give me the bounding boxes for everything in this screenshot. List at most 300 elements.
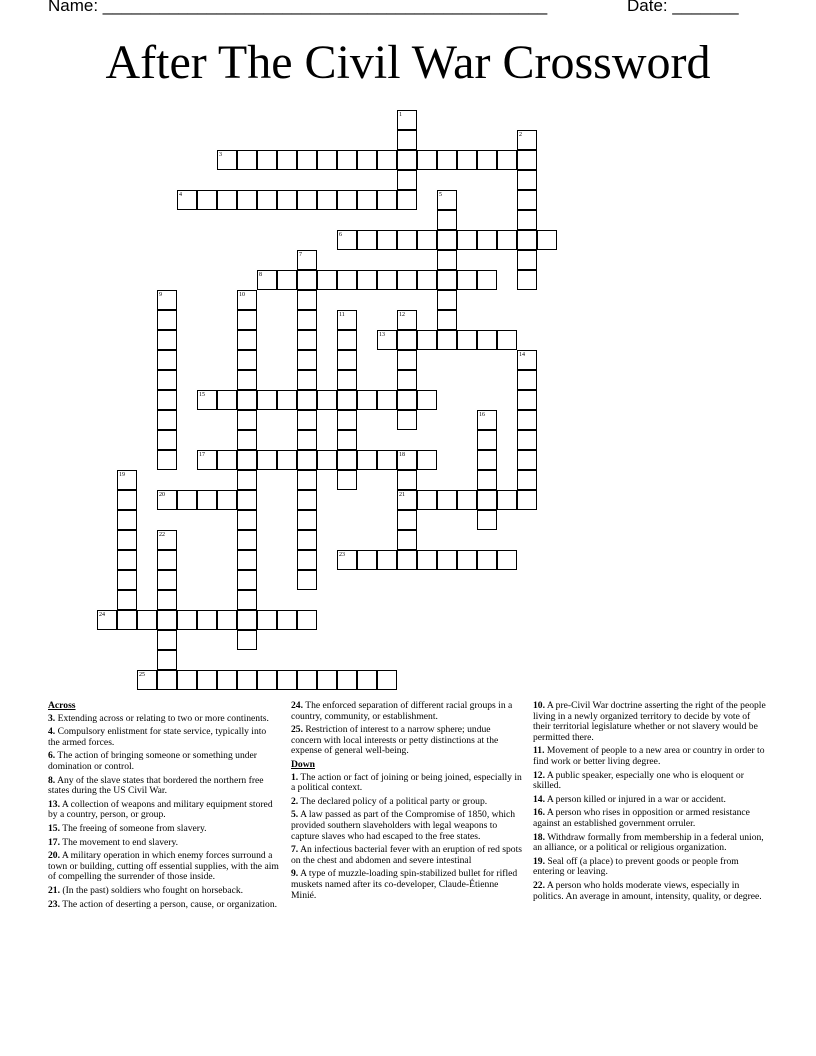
- clues-column-2: [291, 701, 523, 904]
- grid-cell[interactable]: [337, 390, 357, 410]
- grid-cell[interactable]: [377, 390, 397, 410]
- clue-number: 8: [259, 272, 262, 278]
- grid-cell[interactable]: [257, 610, 277, 630]
- clue-item-text: (In the past) soldiers who fought on horseback.: [60, 884, 244, 896]
- grid-cell[interactable]: [157, 410, 177, 430]
- grid-cell[interactable]: [237, 550, 257, 570]
- grid-cell[interactable]: [157, 670, 177, 690]
- grid-cell[interactable]: [297, 190, 317, 210]
- clue-item-text: The freeing of someone from slavery.: [60, 822, 207, 834]
- grid-cell[interactable]: [417, 270, 437, 290]
- clue-item: [48, 727, 280, 748]
- clue-item: [48, 886, 280, 897]
- clue-item-text: A public speaker, especially one who is eloquent or skilled.: [533, 769, 744, 792]
- clue-number: 25: [139, 672, 145, 678]
- grid-cell[interactable]: [357, 550, 377, 570]
- grid-cell[interactable]: [237, 490, 257, 510]
- grid-cell[interactable]: [157, 610, 177, 630]
- grid-cell[interactable]: [197, 190, 217, 210]
- clue-number: 9: [159, 292, 162, 298]
- grid-cell[interactable]: [277, 150, 297, 170]
- grid-cell[interactable]: [297, 490, 317, 510]
- grid-cell[interactable]: [277, 610, 297, 630]
- grid-cell[interactable]: [157, 570, 177, 590]
- clue-item-text: The enforced separation of different racial groups in a country, community, or establishment.: [291, 700, 513, 722]
- grid-cell[interactable]: [477, 470, 497, 490]
- grid-cell[interactable]: [357, 390, 377, 410]
- grid-cell[interactable]: [237, 470, 257, 490]
- clue-item-number: 19.: [533, 855, 545, 867]
- clue-item: [533, 881, 767, 902]
- clues-column-3: [533, 701, 767, 905]
- grid-cell[interactable]: [197, 490, 217, 510]
- grid-cell[interactable]: [517, 150, 537, 170]
- clue-item-text: Compulsory enlistment for state service, typically into the armed forces.: [48, 726, 267, 748]
- grid-cell[interactable]: [317, 390, 337, 410]
- grid-cell[interactable]: [217, 490, 237, 510]
- clue-number: 14: [519, 352, 525, 358]
- grid-cell[interactable]: [237, 190, 257, 210]
- grid-cell[interactable]: [277, 190, 297, 210]
- grid-cell[interactable]: [277, 270, 297, 290]
- clue-item-number: 14.: [533, 793, 545, 805]
- grid-cell[interactable]: [177, 610, 197, 630]
- clue-number: 15: [199, 392, 205, 398]
- clue-item-number: 20.: [48, 850, 60, 862]
- grid-cell[interactable]: [397, 370, 417, 390]
- grid-cell[interactable]: [417, 490, 437, 510]
- name-field-label[interactable]: Name: _______________________________________________: [48, 0, 548, 15]
- grid-cell[interactable]: [117, 610, 137, 630]
- grid-cell[interactable]: [237, 150, 257, 170]
- grid-cell[interactable]: [157, 590, 177, 610]
- clue-item-number: 5.: [291, 809, 299, 821]
- clue-item: [291, 869, 523, 901]
- clue-item: [291, 845, 523, 866]
- grid-cell[interactable]: [397, 550, 417, 570]
- grid-cell[interactable]: [297, 290, 317, 310]
- grid-cell[interactable]: [117, 550, 137, 570]
- down-heading: Down: [291, 758, 315, 770]
- grid-cell[interactable]: [337, 430, 357, 450]
- grid-cell[interactable]: [297, 510, 317, 530]
- grid-cell[interactable]: [157, 370, 177, 390]
- grid-cell[interactable]: [397, 510, 417, 530]
- grid-cell[interactable]: [457, 330, 477, 350]
- clue-number: 11: [339, 312, 345, 318]
- grid-cell[interactable]: [157, 630, 177, 650]
- clue-item-number: 15.: [48, 822, 60, 834]
- grid-cell[interactable]: [517, 370, 537, 390]
- grid-cell[interactable]: [317, 150, 337, 170]
- clue-item-text: Movement of people to a new area or country in order to find work or better living degree.: [533, 745, 765, 767]
- clue-item: [533, 771, 767, 792]
- grid-cell[interactable]: [477, 430, 497, 450]
- grid-cell[interactable]: [237, 370, 257, 390]
- grid-cell[interactable]: [517, 270, 537, 290]
- clue-item-number: 2.: [291, 795, 299, 807]
- clue-number: 3: [219, 152, 222, 158]
- grid-cell[interactable]: [357, 270, 377, 290]
- grid-cell[interactable]: [297, 530, 317, 550]
- grid-cell[interactable]: [237, 330, 257, 350]
- clue-item-number: 21.: [48, 884, 60, 896]
- grid-cell[interactable]: [417, 550, 437, 570]
- grid-cell[interactable]: [317, 450, 337, 470]
- clue-item-text: The action or fact of joining or being joined, especially in a political context.: [291, 771, 522, 794]
- grid-cell[interactable]: [177, 670, 197, 690]
- clue-number: 23: [339, 552, 345, 558]
- clue-number: 22: [159, 532, 165, 538]
- clue-item-text: Any of the slave states that bordered the northern free states during the US Civil War.: [48, 774, 264, 797]
- clue-item-text: The movement to end slavery.: [60, 836, 179, 848]
- clue-number: 1: [399, 112, 402, 118]
- grid-cell[interactable]: [437, 310, 457, 330]
- clue-item-number: 17.: [48, 836, 60, 848]
- clue-item-number: 1.: [291, 771, 299, 783]
- grid-cell[interactable]: [397, 130, 417, 150]
- clue-item: [48, 851, 280, 883]
- grid-cell[interactable]: [477, 330, 497, 350]
- clue-item-number: 18.: [533, 831, 545, 843]
- grid-cell[interactable]: [277, 670, 297, 690]
- grid-cell[interactable]: [257, 190, 277, 210]
- grid-cell[interactable]: [417, 390, 437, 410]
- clue-item-number: 9.: [291, 868, 299, 880]
- grid-cell[interactable]: [277, 450, 297, 470]
- clue-item-text: A military operation in which enemy forces surround a town or building, cutting off essential supplies, with the aim of compelling the surrender of those inside.: [48, 850, 279, 883]
- grid-cell[interactable]: [237, 670, 257, 690]
- grid-cell[interactable]: [317, 670, 337, 690]
- clue-item: [48, 776, 280, 797]
- clue-item-text: A type of muzzle-loading spin-stabilized bullet for rifled muskets named after its co-developer, Claude-Étienne Minié.: [291, 868, 518, 901]
- clue-item: [533, 833, 767, 854]
- grid-cell[interactable]: [337, 190, 357, 210]
- clue-number: 13: [379, 332, 385, 338]
- grid-cell[interactable]: [237, 570, 257, 590]
- clue-item: [533, 857, 767, 878]
- clue-item-text: Withdraw formally from membership in a federal union, an alliance, or a political or religious organization.: [533, 831, 764, 854]
- grid-cell[interactable]: [417, 450, 437, 470]
- grid-cell[interactable]: [517, 190, 537, 210]
- grid-cell[interactable]: [297, 610, 317, 630]
- grid-cell[interactable]: [337, 410, 357, 430]
- clue-item: [291, 701, 523, 722]
- clue-item-number: 7.: [291, 844, 299, 856]
- grid-cell[interactable]: [477, 510, 497, 530]
- grid-cell[interactable]: [357, 230, 377, 250]
- grid-cell[interactable]: [457, 490, 477, 510]
- clue-number: 24: [99, 612, 105, 618]
- grid-cell[interactable]: [237, 430, 257, 450]
- grid-cell[interactable]: [337, 330, 357, 350]
- grid-cell[interactable]: [377, 230, 397, 250]
- grid-cell[interactable]: [377, 190, 397, 210]
- clue-item: [48, 714, 280, 725]
- grid-cell[interactable]: [397, 530, 417, 550]
- grid-cell[interactable]: [257, 390, 277, 410]
- clue-item-number: 4.: [48, 726, 56, 738]
- clue-item-text: The action of deserting a person, cause, or organization.: [60, 898, 278, 910]
- grid-cell[interactable]: [437, 490, 457, 510]
- grid-cell[interactable]: [357, 450, 377, 470]
- clue-number: 2: [519, 132, 522, 138]
- grid-cell[interactable]: [437, 270, 457, 290]
- clue-number: 18: [399, 452, 405, 458]
- grid-cell[interactable]: [477, 230, 497, 250]
- grid-cell[interactable]: [257, 450, 277, 470]
- clue-item-number: 10.: [533, 700, 545, 711]
- grid-cell[interactable]: [217, 610, 237, 630]
- grid-cell[interactable]: [337, 270, 357, 290]
- clue-item: [291, 725, 523, 757]
- clue-item: [48, 800, 280, 821]
- grid-cell[interactable]: [237, 630, 257, 650]
- grid-cell[interactable]: [217, 190, 237, 210]
- grid-cell[interactable]: [177, 490, 197, 510]
- clue-item: [533, 808, 767, 829]
- grid-cell[interactable]: [297, 470, 317, 490]
- grid-cell[interactable]: [397, 410, 417, 430]
- clue-item: [48, 838, 280, 849]
- clue-item: [291, 773, 523, 794]
- grid-cell[interactable]: [237, 590, 257, 610]
- grid-cell[interactable]: [117, 510, 137, 530]
- grid-cell[interactable]: [517, 410, 537, 430]
- grid-cell[interactable]: [497, 230, 517, 250]
- grid-cell[interactable]: [477, 270, 497, 290]
- clue-item-text: Restriction of interest to a narrow sphere; undue concern with local interests or petty distinctions at the expense of general well-being.: [291, 724, 499, 757]
- grid-cell[interactable]: [297, 150, 317, 170]
- grid-cell[interactable]: [497, 490, 517, 510]
- clue-number: 20: [159, 492, 165, 498]
- grid-cell[interactable]: [157, 650, 177, 670]
- grid-cell[interactable]: [437, 330, 457, 350]
- grid-cell[interactable]: [537, 230, 557, 250]
- clue-item-number: 13.: [48, 798, 60, 810]
- grid-cell[interactable]: [257, 150, 277, 170]
- clue-item-number: 3.: [48, 712, 56, 724]
- grid-cell[interactable]: [157, 550, 177, 570]
- clue-item: [291, 810, 523, 842]
- grid-cell[interactable]: [397, 170, 417, 190]
- grid-cell[interactable]: [317, 190, 337, 210]
- grid-cell[interactable]: [457, 230, 477, 250]
- grid-cell[interactable]: [517, 170, 537, 190]
- grid-cell[interactable]: [197, 670, 217, 690]
- grid-cell[interactable]: [517, 490, 537, 510]
- grid-cell[interactable]: [297, 270, 317, 290]
- grid-cell[interactable]: [157, 350, 177, 370]
- grid-cell[interactable]: [477, 150, 497, 170]
- clue-number: 7: [299, 252, 302, 258]
- grid-cell[interactable]: [397, 350, 417, 370]
- grid-cell[interactable]: [437, 550, 457, 570]
- clue-item-text: Extending across or relating to two or more continents.: [55, 712, 269, 724]
- clue-item: [533, 701, 767, 743]
- grid-cell[interactable]: [437, 210, 457, 230]
- clue-item-text: The action of bringing someone or something under domination or control.: [48, 750, 257, 772]
- grid-cell[interactable]: [237, 510, 257, 530]
- grid-cell[interactable]: [517, 230, 537, 250]
- clue-item: [533, 746, 767, 767]
- grid-cell[interactable]: [457, 550, 477, 570]
- grid-cell[interactable]: [357, 150, 377, 170]
- clue-item-number: 25.: [291, 724, 303, 736]
- grid-cell[interactable]: [297, 310, 317, 330]
- grid-cell[interactable]: [397, 190, 417, 210]
- grid-cell[interactable]: [477, 490, 497, 510]
- grid-cell[interactable]: [217, 450, 237, 470]
- clue-number: 17: [199, 452, 205, 458]
- grid-cell[interactable]: [397, 470, 417, 490]
- clue-item-number: 8.: [48, 774, 56, 786]
- grid-cell[interactable]: [117, 530, 137, 550]
- clue-number: 21: [399, 492, 405, 498]
- clue-number: 19: [119, 472, 125, 478]
- grid-cell[interactable]: [257, 670, 277, 690]
- grid-cell[interactable]: [297, 430, 317, 450]
- grid-cell[interactable]: [357, 190, 377, 210]
- grid-cell[interactable]: [217, 670, 237, 690]
- grid-cell[interactable]: [517, 470, 537, 490]
- grid-cell[interactable]: [377, 670, 397, 690]
- grid-cell[interactable]: [417, 150, 437, 170]
- grid-cell[interactable]: [397, 230, 417, 250]
- grid-cell[interactable]: [117, 490, 137, 510]
- grid-cell[interactable]: [337, 470, 357, 490]
- grid-cell[interactable]: [297, 670, 317, 690]
- grid-cell[interactable]: [157, 390, 177, 410]
- grid-cell[interactable]: [457, 270, 477, 290]
- clue-item-number: 16.: [533, 807, 545, 819]
- clue-item-text: A person who rises in opposition or armed resistance against an established government orruler.: [533, 807, 750, 829]
- clue-item-number: 6.: [48, 750, 56, 762]
- grid-cell[interactable]: [157, 330, 177, 350]
- clue-item-number: 22.: [533, 879, 545, 891]
- clue-item-number: 23.: [48, 898, 60, 910]
- clue-number: 4: [179, 192, 182, 198]
- grid-cell[interactable]: [237, 530, 257, 550]
- grid-cell[interactable]: [437, 230, 457, 250]
- grid-cell[interactable]: [497, 330, 517, 350]
- clue-item-number: 11.: [533, 745, 545, 757]
- grid-cell[interactable]: [477, 450, 497, 470]
- clue-item-text: A person killed or injured in a war or accident.: [545, 793, 726, 805]
- clue-item-text: A person who holds moderate views, especially in politics. An average in amount, intensity, quality, or degree.: [533, 879, 762, 902]
- grid-cell[interactable]: [157, 430, 177, 450]
- grid-cell[interactable]: [297, 450, 317, 470]
- grid-cell[interactable]: [117, 590, 137, 610]
- grid-cell[interactable]: [297, 390, 317, 410]
- across-heading: Across: [48, 700, 76, 711]
- clue-item-text: A pre-Civil War doctrine asserting the right of the people living in a newly organized territory to decide by vote of their territorial legislature whether or not slavery would be permitted there.: [533, 700, 766, 743]
- grid-cell[interactable]: [377, 150, 397, 170]
- clue-number: 12: [399, 312, 405, 318]
- grid-cell[interactable]: [497, 150, 517, 170]
- grid-cell[interactable]: [337, 350, 357, 370]
- clue-item-text: An infectious bacterial fever with an eruption of red spots on the chest and abdomen and severe intestinal: [291, 844, 522, 866]
- grid-cell[interactable]: [517, 430, 537, 450]
- grid-cell[interactable]: [417, 230, 437, 250]
- grid-cell[interactable]: [237, 450, 257, 470]
- grid-cell[interactable]: [337, 450, 357, 470]
- grid-cell[interactable]: [497, 550, 517, 570]
- grid-cell[interactable]: [377, 550, 397, 570]
- grid-cell[interactable]: [337, 150, 357, 170]
- grid-cell[interactable]: [157, 310, 177, 330]
- grid-cell[interactable]: [437, 290, 457, 310]
- grid-cell[interactable]: [297, 350, 317, 370]
- grid-cell[interactable]: [237, 310, 257, 330]
- grid-cell[interactable]: [237, 410, 257, 430]
- grid-cell[interactable]: [297, 410, 317, 430]
- clues-column-1: [48, 701, 280, 913]
- grid-cell[interactable]: [117, 570, 137, 590]
- clue-item-text: The declared policy of a political party or group.: [298, 795, 488, 807]
- clue-item: [48, 900, 280, 911]
- grid-cell[interactable]: [237, 350, 257, 370]
- grid-cell[interactable]: [317, 270, 337, 290]
- grid-cell[interactable]: [337, 670, 357, 690]
- clue-item-number: 24.: [291, 700, 303, 711]
- grid-cell[interactable]: [397, 330, 417, 350]
- grid-cell[interactable]: [217, 390, 237, 410]
- grid-cell[interactable]: [397, 270, 417, 290]
- grid-cell[interactable]: [377, 270, 397, 290]
- clue-item-text: A collection of weapons and military equipment stored by a country, person, or group.: [48, 798, 273, 821]
- grid-cell[interactable]: [297, 330, 317, 350]
- date-field-label[interactable]: Date: _______: [627, 0, 739, 15]
- grid-cell[interactable]: [377, 450, 397, 470]
- grid-cell[interactable]: [397, 150, 417, 170]
- grid-cell[interactable]: [417, 330, 437, 350]
- clue-item: [533, 795, 767, 806]
- grid-cell[interactable]: [297, 550, 317, 570]
- grid-cell[interactable]: [277, 390, 297, 410]
- grid-cell[interactable]: [457, 150, 477, 170]
- grid-cell[interactable]: [297, 570, 317, 590]
- page-title: After The Civil War Crossword: [105, 36, 711, 89]
- grid-cell[interactable]: [357, 670, 377, 690]
- grid-cell[interactable]: [237, 390, 257, 410]
- clue-item: [48, 751, 280, 772]
- clue-number: 5: [439, 192, 442, 198]
- clue-item-text: Seal off (a place) to prevent goods or people from entering or leaving.: [533, 855, 739, 878]
- grid-cell[interactable]: [297, 370, 317, 390]
- grid-cell[interactable]: [157, 450, 177, 470]
- grid-cell[interactable]: [437, 250, 457, 270]
- clue-item: [48, 824, 280, 835]
- grid-cell[interactable]: [517, 450, 537, 470]
- clue-item-number: 12.: [533, 769, 545, 781]
- clue-number: 16: [479, 412, 485, 418]
- clue-number: 10: [239, 292, 245, 298]
- grid-cell[interactable]: [137, 610, 157, 630]
- grid-cell[interactable]: [237, 610, 257, 630]
- clue-item-text: A law passed as part of the Compromise of 1850, which provided southern slaveholders with legal weapons to capture slaves who had escaped to the free states.: [291, 809, 516, 842]
- grid-cell[interactable]: [397, 390, 417, 410]
- grid-cell[interactable]: [517, 250, 537, 270]
- grid-cell[interactable]: [477, 550, 497, 570]
- grid-cell[interactable]: [517, 390, 537, 410]
- grid-cell[interactable]: [517, 210, 537, 230]
- clue-item: [291, 797, 523, 808]
- grid-cell[interactable]: [337, 370, 357, 390]
- clue-number: 6: [339, 232, 342, 238]
- grid-cell[interactable]: [197, 610, 217, 630]
- grid-cell[interactable]: [437, 150, 457, 170]
